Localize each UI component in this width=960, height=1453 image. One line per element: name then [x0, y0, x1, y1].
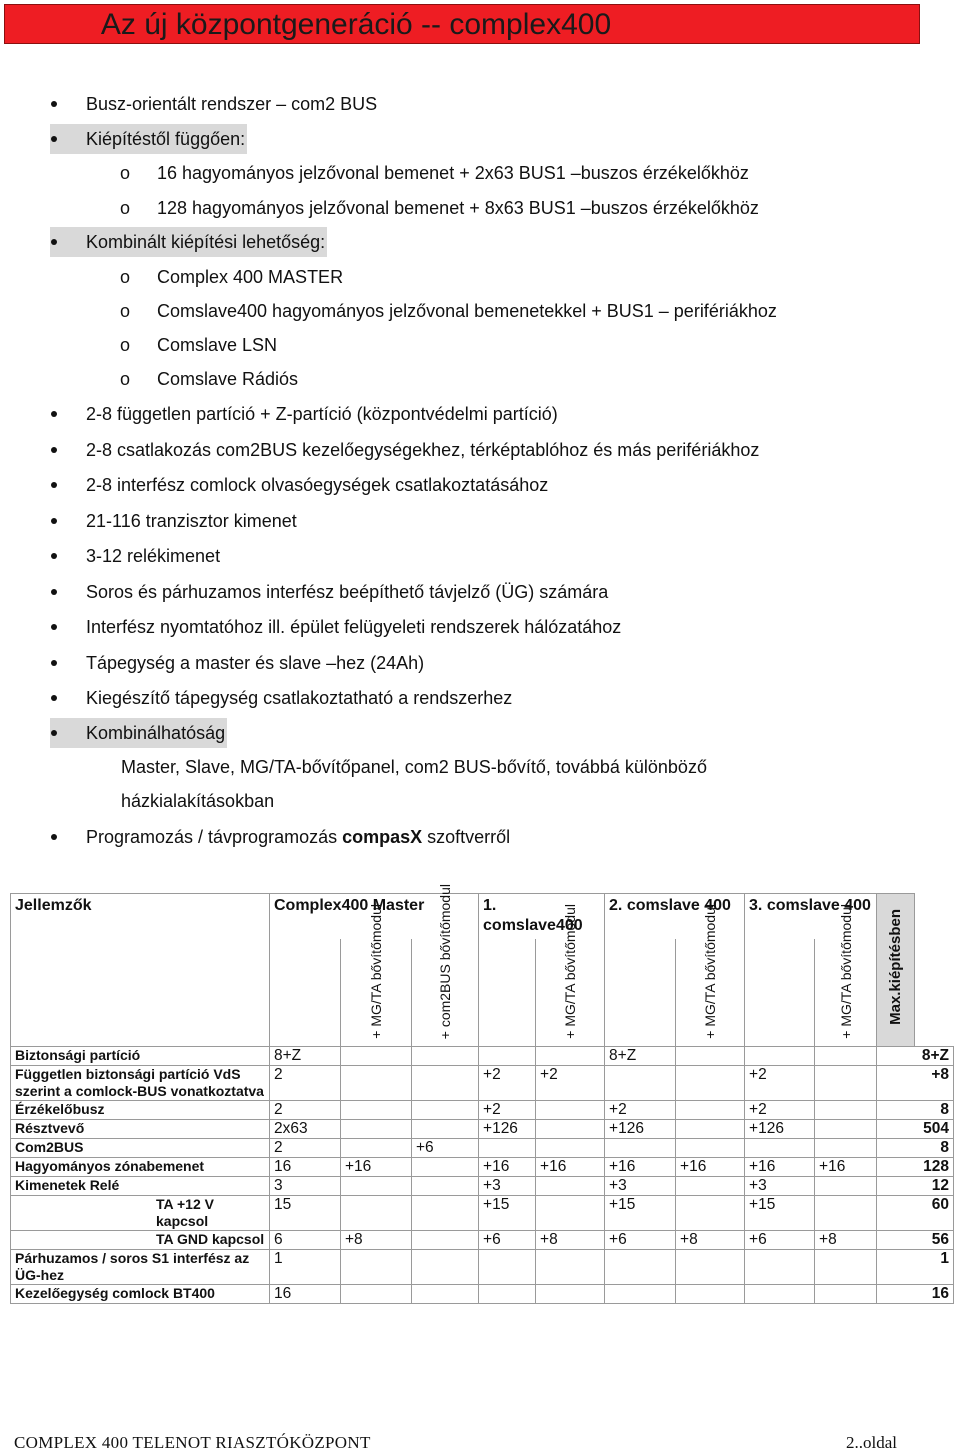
table-cell: [815, 1101, 877, 1120]
table-row: [11, 1231, 954, 1250]
table-cell: [745, 1250, 815, 1285]
bullet-dot-icon: [51, 482, 57, 488]
table-cell: [412, 1250, 479, 1285]
table-cell: +16: [479, 1158, 536, 1177]
table-cell: [815, 1177, 877, 1196]
table-cell: [745, 1047, 815, 1066]
table-row: [11, 1047, 954, 1066]
bullet-dot-icon: [51, 101, 57, 107]
row-label: TA GND kapcsol: [11, 1231, 270, 1250]
list-item: [0, 262, 960, 292]
table-cell: +2: [479, 1066, 536, 1101]
max-cell: 16: [877, 1285, 954, 1304]
table-cell: [479, 1139, 536, 1158]
table-cell: +3: [745, 1177, 815, 1196]
list-item: [0, 193, 960, 223]
footer-left: COMPLEX 400 TELENOT RIASZTÓKÖZPONT: [14, 1433, 371, 1452]
table-row: [11, 1285, 954, 1304]
table-cell: 3: [270, 1177, 341, 1196]
sub-item-text: Comslave Rádiós: [157, 369, 299, 389]
table-cell: +16: [605, 1158, 676, 1177]
list-item-fragment: compasX: [342, 827, 423, 847]
col-header-slave1: 1. comslave400: [479, 894, 605, 939]
table-cell: [536, 1139, 605, 1158]
table-cell: +2: [745, 1101, 815, 1120]
table-cell: [341, 1139, 412, 1158]
table-cell: +6: [412, 1139, 479, 1158]
list-item: [0, 648, 960, 678]
table-cell: [815, 1139, 877, 1158]
subhdr-master-base: [270, 939, 341, 1047]
list-item: [0, 124, 960, 154]
table-cell: +2: [479, 1101, 536, 1120]
spec-table: [10, 883, 954, 1304]
max-cell: 128: [877, 1158, 954, 1177]
table-cell: +6: [605, 1231, 676, 1250]
list-item-text: 2-8 független partíció + Z-partíció (központvédelmi partíció): [86, 404, 558, 424]
bullet-dot-icon: [51, 624, 57, 630]
table-cell: +2: [605, 1101, 676, 1120]
list-item-text: 3-12 relékimenet: [86, 546, 221, 566]
table-cell: +6: [479, 1231, 536, 1250]
table-cell: [536, 1177, 605, 1196]
table-cell: +6: [745, 1231, 815, 1250]
table-header-row: [11, 894, 954, 939]
table-cell: +3: [479, 1177, 536, 1196]
col-header-slave2: 2. comslave 400: [605, 894, 745, 939]
table-cell: [412, 1177, 479, 1196]
subhdr-slave2-base: [605, 939, 676, 1047]
list-item: [0, 89, 960, 119]
list-item-fragment: Programozás / távprogramozás: [86, 827, 343, 847]
row-label: Biztonsági partíció: [11, 1047, 270, 1066]
sub-item-text: 16 hagyományos jelzővonal bemenet + 2x63 BUS1 –buszos érzékelőkhöz: [157, 163, 749, 183]
max-cell: 60: [877, 1196, 954, 1231]
list-item-text: Tápegység a master és slave –hez (24Ah): [86, 653, 425, 673]
table-cell: 16: [270, 1285, 341, 1304]
sub-bullet-icon: o: [120, 267, 131, 287]
max-cell: 1: [877, 1250, 954, 1285]
table-row: [11, 1066, 954, 1101]
list-item: [0, 470, 960, 500]
table-cell: +15: [605, 1196, 676, 1231]
table-cell: [676, 1196, 745, 1231]
list-item: [0, 364, 960, 394]
table-cell: +126: [745, 1120, 815, 1139]
table-cell: [815, 1066, 877, 1101]
list-item-text: Kiegészítő tápegység csatlakoztatható a rendszerhez: [86, 688, 513, 708]
table-cell: +16: [745, 1158, 815, 1177]
list-item: [0, 612, 960, 642]
list-item: [0, 330, 960, 360]
table-cell: [605, 1139, 676, 1158]
subhdr-slave1-mgta: + MG/TA bővítőmodul: [536, 939, 605, 1047]
table-cell: [341, 1285, 412, 1304]
table-cell: [536, 1285, 605, 1304]
max-cell: 504: [877, 1120, 954, 1139]
sub-bullet-icon: o: [120, 335, 131, 355]
list-item-text: Kiépítéstől függően:: [50, 124, 247, 154]
table-cell: [341, 1047, 412, 1066]
table-cell: [676, 1285, 745, 1304]
bullet-dot-icon: [51, 695, 57, 701]
list-item-text: Interfész nyomtatóhoz ill. épület felügyeleti rendszerek hálózatához: [86, 617, 622, 637]
subhdr-slave3-mgta: + MG/TA bővítőmodul: [815, 939, 877, 1047]
table-cell: [676, 1250, 745, 1285]
row-label: Kimenetek Relé: [11, 1177, 270, 1196]
list-item-text: Soros és párhuzamos interfész beépíthető távjelző (ÜG) számára: [86, 582, 609, 602]
bullet-dot-icon: [51, 834, 57, 840]
table-cell: [536, 1047, 605, 1066]
subhdr-master-mgta: + MG/TA bővítőmodul: [341, 939, 412, 1047]
sub-bullet-icon: o: [120, 369, 131, 389]
bullet-dot-icon: [51, 553, 57, 559]
table-cell: [412, 1158, 479, 1177]
table-cell: +8: [815, 1231, 877, 1250]
list-item-text: 2-8 csatlakozás com2BUS kezelőegységekhez, térképtablóhoz és más perifériákhoz: [86, 440, 760, 460]
table-cell: +8: [341, 1231, 412, 1250]
table-cell: [536, 1196, 605, 1231]
list-item: [0, 752, 960, 782]
table-cell: [412, 1101, 479, 1120]
list-item: [0, 435, 960, 465]
table-cell: [676, 1047, 745, 1066]
row-label: Független biztonsági partíció VdS szerint a comlock-BUS vonatkoztatva: [11, 1066, 270, 1101]
table-cell: [341, 1177, 412, 1196]
row-label: Kezelőegység comlock BT400: [11, 1285, 270, 1304]
table-cell: [676, 1177, 745, 1196]
table-row: [11, 1158, 954, 1177]
list-item: [0, 227, 960, 257]
list-item: [0, 158, 960, 188]
table-cell: +15: [479, 1196, 536, 1231]
table-cell: [341, 1196, 412, 1231]
max-cell: 12: [877, 1177, 954, 1196]
page-number: 2..oldal: [846, 1433, 897, 1452]
bullet-dot-icon: [51, 136, 57, 142]
max-cell: 8: [877, 1101, 954, 1120]
table-cell: [536, 1250, 605, 1285]
list-item: [0, 786, 960, 816]
table-cell: +16: [676, 1158, 745, 1177]
sub-bullet-icon: o: [120, 163, 131, 183]
row-label: Hagyományos zónabemenet: [11, 1158, 270, 1177]
col-header-max: Max.kiépítésben: [877, 894, 915, 1047]
list-item: [0, 506, 960, 536]
table-body: [11, 1047, 954, 1304]
table-cell: [605, 1250, 676, 1285]
table-cell: [815, 1196, 877, 1231]
table-cell: [412, 1047, 479, 1066]
title-banner: [4, 4, 920, 44]
table-cell: +8: [676, 1231, 745, 1250]
list-item: [0, 718, 960, 748]
sub-item-text: Complex 400 MASTER: [157, 267, 344, 287]
table-cell: 2: [270, 1139, 341, 1158]
table-cell: [676, 1101, 745, 1120]
bullet-dot-icon: [51, 239, 57, 245]
list-item-text: Kombinálhatóság: [50, 718, 227, 748]
table-cell: [745, 1285, 815, 1304]
table-cell: 8+Z: [270, 1047, 341, 1066]
table-cell: 8+Z: [605, 1047, 676, 1066]
table-cell: [412, 1120, 479, 1139]
table-cell: [479, 1250, 536, 1285]
table-cell: 2: [270, 1101, 341, 1120]
table-cell: +3: [605, 1177, 676, 1196]
sub-item-text: Comslave LSN: [157, 335, 278, 355]
table-cell: [412, 1196, 479, 1231]
list-item-text: Kombinált kiépítési lehetőség:: [50, 227, 327, 257]
table-cell: [676, 1120, 745, 1139]
table-cell: 2x63: [270, 1120, 341, 1139]
bullet-dot-icon: [51, 411, 57, 417]
row-label: Párhuzamos / soros S1 interfész az ÜG-hez: [11, 1250, 270, 1285]
table-cell: [745, 1139, 815, 1158]
list-item: [0, 577, 960, 607]
table-cell: [479, 1047, 536, 1066]
max-cell: 8: [877, 1139, 954, 1158]
col-header-slave3: 3. comslave 400: [745, 894, 877, 939]
row-label: Résztvevő: [11, 1120, 270, 1139]
list-item: [0, 399, 960, 429]
table-cell: [536, 1101, 605, 1120]
table-row: [11, 1196, 954, 1231]
row-label: Érzékelőbusz: [11, 1101, 270, 1120]
max-cell: 8+Z: [877, 1047, 954, 1066]
table-cell: +8: [536, 1231, 605, 1250]
bullet-dot-icon: [51, 730, 57, 736]
table-cell: [341, 1120, 412, 1139]
table-cell: 15: [270, 1196, 341, 1231]
list-item: [0, 541, 960, 571]
table-row: [11, 1250, 954, 1285]
table-cell: [605, 1066, 676, 1101]
table-cell: +2: [745, 1066, 815, 1101]
table-cell: [412, 1231, 479, 1250]
col-header-master: Complex400 Master: [270, 894, 479, 939]
table-cell: +16: [341, 1158, 412, 1177]
table-cell: 2: [270, 1066, 341, 1101]
sub-item-text: Comslave400 hagyományos jelzővonal bemenetekkel + BUS1 – perifériákhoz: [157, 301, 777, 321]
bullet-dot-icon: [51, 589, 57, 595]
table-cell: [412, 1285, 479, 1304]
continuation-text: házkialakításokban: [121, 791, 275, 811]
table-cell: +126: [605, 1120, 676, 1139]
table-row: [11, 1120, 954, 1139]
subhdr-slave3-base: [745, 939, 815, 1047]
subhdr-master-com2bus: + com2BUS bővítőmodul: [412, 939, 479, 1047]
table-cell: [341, 1066, 412, 1101]
table-cell: 1: [270, 1250, 341, 1285]
table-cell: [536, 1120, 605, 1139]
subhdr-slave2-mgta: + MG/TA bővítőmodul: [676, 939, 745, 1047]
table-cell: [676, 1139, 745, 1158]
table-cell: +16: [536, 1158, 605, 1177]
continuation-text: Master, Slave, MG/TA-bővítőpanel, com2 BUS-bővítő, továbbá különböző: [121, 757, 707, 777]
sub-bullet-icon: o: [120, 301, 131, 321]
row-label: Com2BUS: [11, 1139, 270, 1158]
max-cell: 56: [877, 1231, 954, 1250]
table-cell: [815, 1047, 877, 1066]
table-cell: [815, 1250, 877, 1285]
bullet-dot-icon: [51, 518, 57, 524]
list-item-text: 2-8 interfész comlock olvasóegységek csatlakoztatásához: [86, 475, 549, 495]
table-row: [11, 1177, 954, 1196]
list-item: [0, 822, 960, 852]
subhdr-slave1-base: [479, 939, 536, 1047]
table-cell: [815, 1120, 877, 1139]
max-cell: +8: [877, 1066, 954, 1101]
table-cell: +2: [536, 1066, 605, 1101]
row-label: TA +12 V kapcsol: [11, 1196, 270, 1231]
table-cell: +16: [815, 1158, 877, 1177]
list-item-text: 21-116 tranzisztor kimenet: [86, 511, 297, 531]
table-cell: +126: [479, 1120, 536, 1139]
table-cell: +15: [745, 1196, 815, 1231]
table-cell: [412, 1066, 479, 1101]
list-item: [0, 296, 960, 326]
table-cell: 16: [270, 1158, 341, 1177]
bullet-dot-icon: [51, 447, 57, 453]
list-item-text: Busz-orientált rendszer – com2 BUS: [86, 94, 378, 114]
table-cell: [676, 1066, 745, 1101]
list-item-fragment: szoftverről: [422, 827, 511, 847]
col-header-features: Jellemzők: [11, 894, 270, 1047]
table-row: [11, 1139, 954, 1158]
table-cell: 6: [270, 1231, 341, 1250]
table-cell: [479, 1285, 536, 1304]
table-cell: [605, 1285, 676, 1304]
page-title: Az új központgeneráció -- complex400: [100, 8, 612, 41]
table-cell: [341, 1250, 412, 1285]
list-item: [0, 683, 960, 713]
sub-item-text: 128 hagyományos jelzővonal bemenet + 8x63 BUS1 –buszos érzékelőkhöz: [157, 198, 759, 218]
sub-bullet-icon: o: [120, 198, 131, 218]
table-cell: [341, 1101, 412, 1120]
table-cell: [815, 1285, 877, 1304]
list-item-text: [86, 822, 510, 852]
bullet-dot-icon: [51, 660, 57, 666]
table-row: [11, 1101, 954, 1120]
